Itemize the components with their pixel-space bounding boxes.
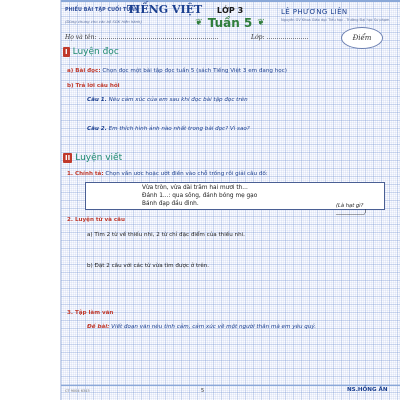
student-class-field[interactable]: Lớp: ………………… [251,34,309,41]
task-label: 2. Luyện từ và câu [67,217,125,223]
leaf-right-icon: ❦ [257,18,265,28]
author-name: LÊ PHƯƠNG LIÊN [281,8,348,16]
task-label: 1. Chính tả: [67,171,104,177]
score-box[interactable] [341,27,383,49]
student-name-field[interactable]: Họ và tên: …………………………………………………… [65,34,219,41]
riddle-line: Bánh đạp đầu đình. [142,201,199,207]
series-note: (Dùng chung cho các bộ SGK hiện hành) [65,19,142,24]
reading-question-1 [87,97,248,103]
week-row [189,16,271,30]
section-reading-heading [63,47,119,57]
question-text: Em thích hình ảnh nào nhất trong bài đọc? Vì sao? [106,126,250,132]
writing-task-vocab [67,217,125,223]
vocab-task-a: a) Tìm 2 từ về thiếu nhi, 2 từ chỉ đặc điểm của thiếu nhi. [87,232,245,238]
prompt-label: Đề bài: [87,324,110,330]
top-rule [61,0,400,2]
author-role: Nguyên GV Khoa Giáo dục Tiểu học - Trường Đại học Sư phạm [281,18,390,22]
author-block [281,8,400,22]
grade-week-block [189,6,271,30]
subject-title: TIẾNG VIỆT [127,3,203,16]
riddle-line: Đánh 1...: qua sông, đánh bóng mẹ gạo [142,193,258,199]
worksheet-page [60,0,400,400]
footer-code: CT 9004 6343 [65,389,90,393]
section-number: I [65,48,68,56]
task-label: 3. Tập làm văn [67,310,114,316]
reading-task-b [67,83,120,89]
question-text: Nêu cảm xúc của em sau khi đọc bài tập đọc trên [106,97,248,103]
leaf-left-icon: ❦ [195,18,203,28]
section-title: Luyện viết [75,153,123,163]
question-label: Câu 1. [87,97,107,103]
task-text: Chọn đọc một bài tập đọc tuần 5 (sách Tiếng Việt 3 em đang học) [100,68,287,74]
week-label: Tuần 5 [207,16,253,30]
writing-task-spelling [67,171,268,177]
prompt-text: Viết đoạn văn nêu tình cảm, cảm xúc về một người thân mà em yêu quý. [109,324,317,330]
score-label: Điểm [352,34,372,42]
task-text: Chọn vần ươc hoặc ướt điền vào chỗ trống rồi giải câu đố: [103,171,268,177]
riddle-box [85,182,385,215]
student-class-label: Lớp [251,34,263,41]
section-writing-heading [63,153,122,163]
task-label: a) Bài đọc: [67,68,101,74]
section-number: II [65,154,71,162]
composition-prompt [87,324,316,330]
riddle-line: Vừa tròn, vừa dài trăm hai mươi th... [142,185,248,191]
footer-rule [61,385,400,386]
vocab-task-b: b) Đặt 2 câu với các từ vừa tìm được ở trên. [87,263,210,269]
writing-task-composition [67,310,113,316]
task-label: b) Trả lời câu hỏi [67,83,120,89]
page-number: 5 [201,388,205,394]
riddle-answer[interactable]: (Là hạt gì? ___________) [336,203,367,215]
reading-question-2 [87,126,250,132]
grade-label: LỚP 3 [216,6,244,15]
publisher-name: NS.HỒNG ÂN [347,387,388,393]
section-title: Luyện đọc [72,47,119,57]
student-name-label: Họ và tên [65,34,95,41]
reading-task-a [67,68,287,74]
series-title: PHIẾU BÀI TẬP CUỐI TUẦN [65,8,139,13]
question-label: Câu 2. [87,126,107,132]
